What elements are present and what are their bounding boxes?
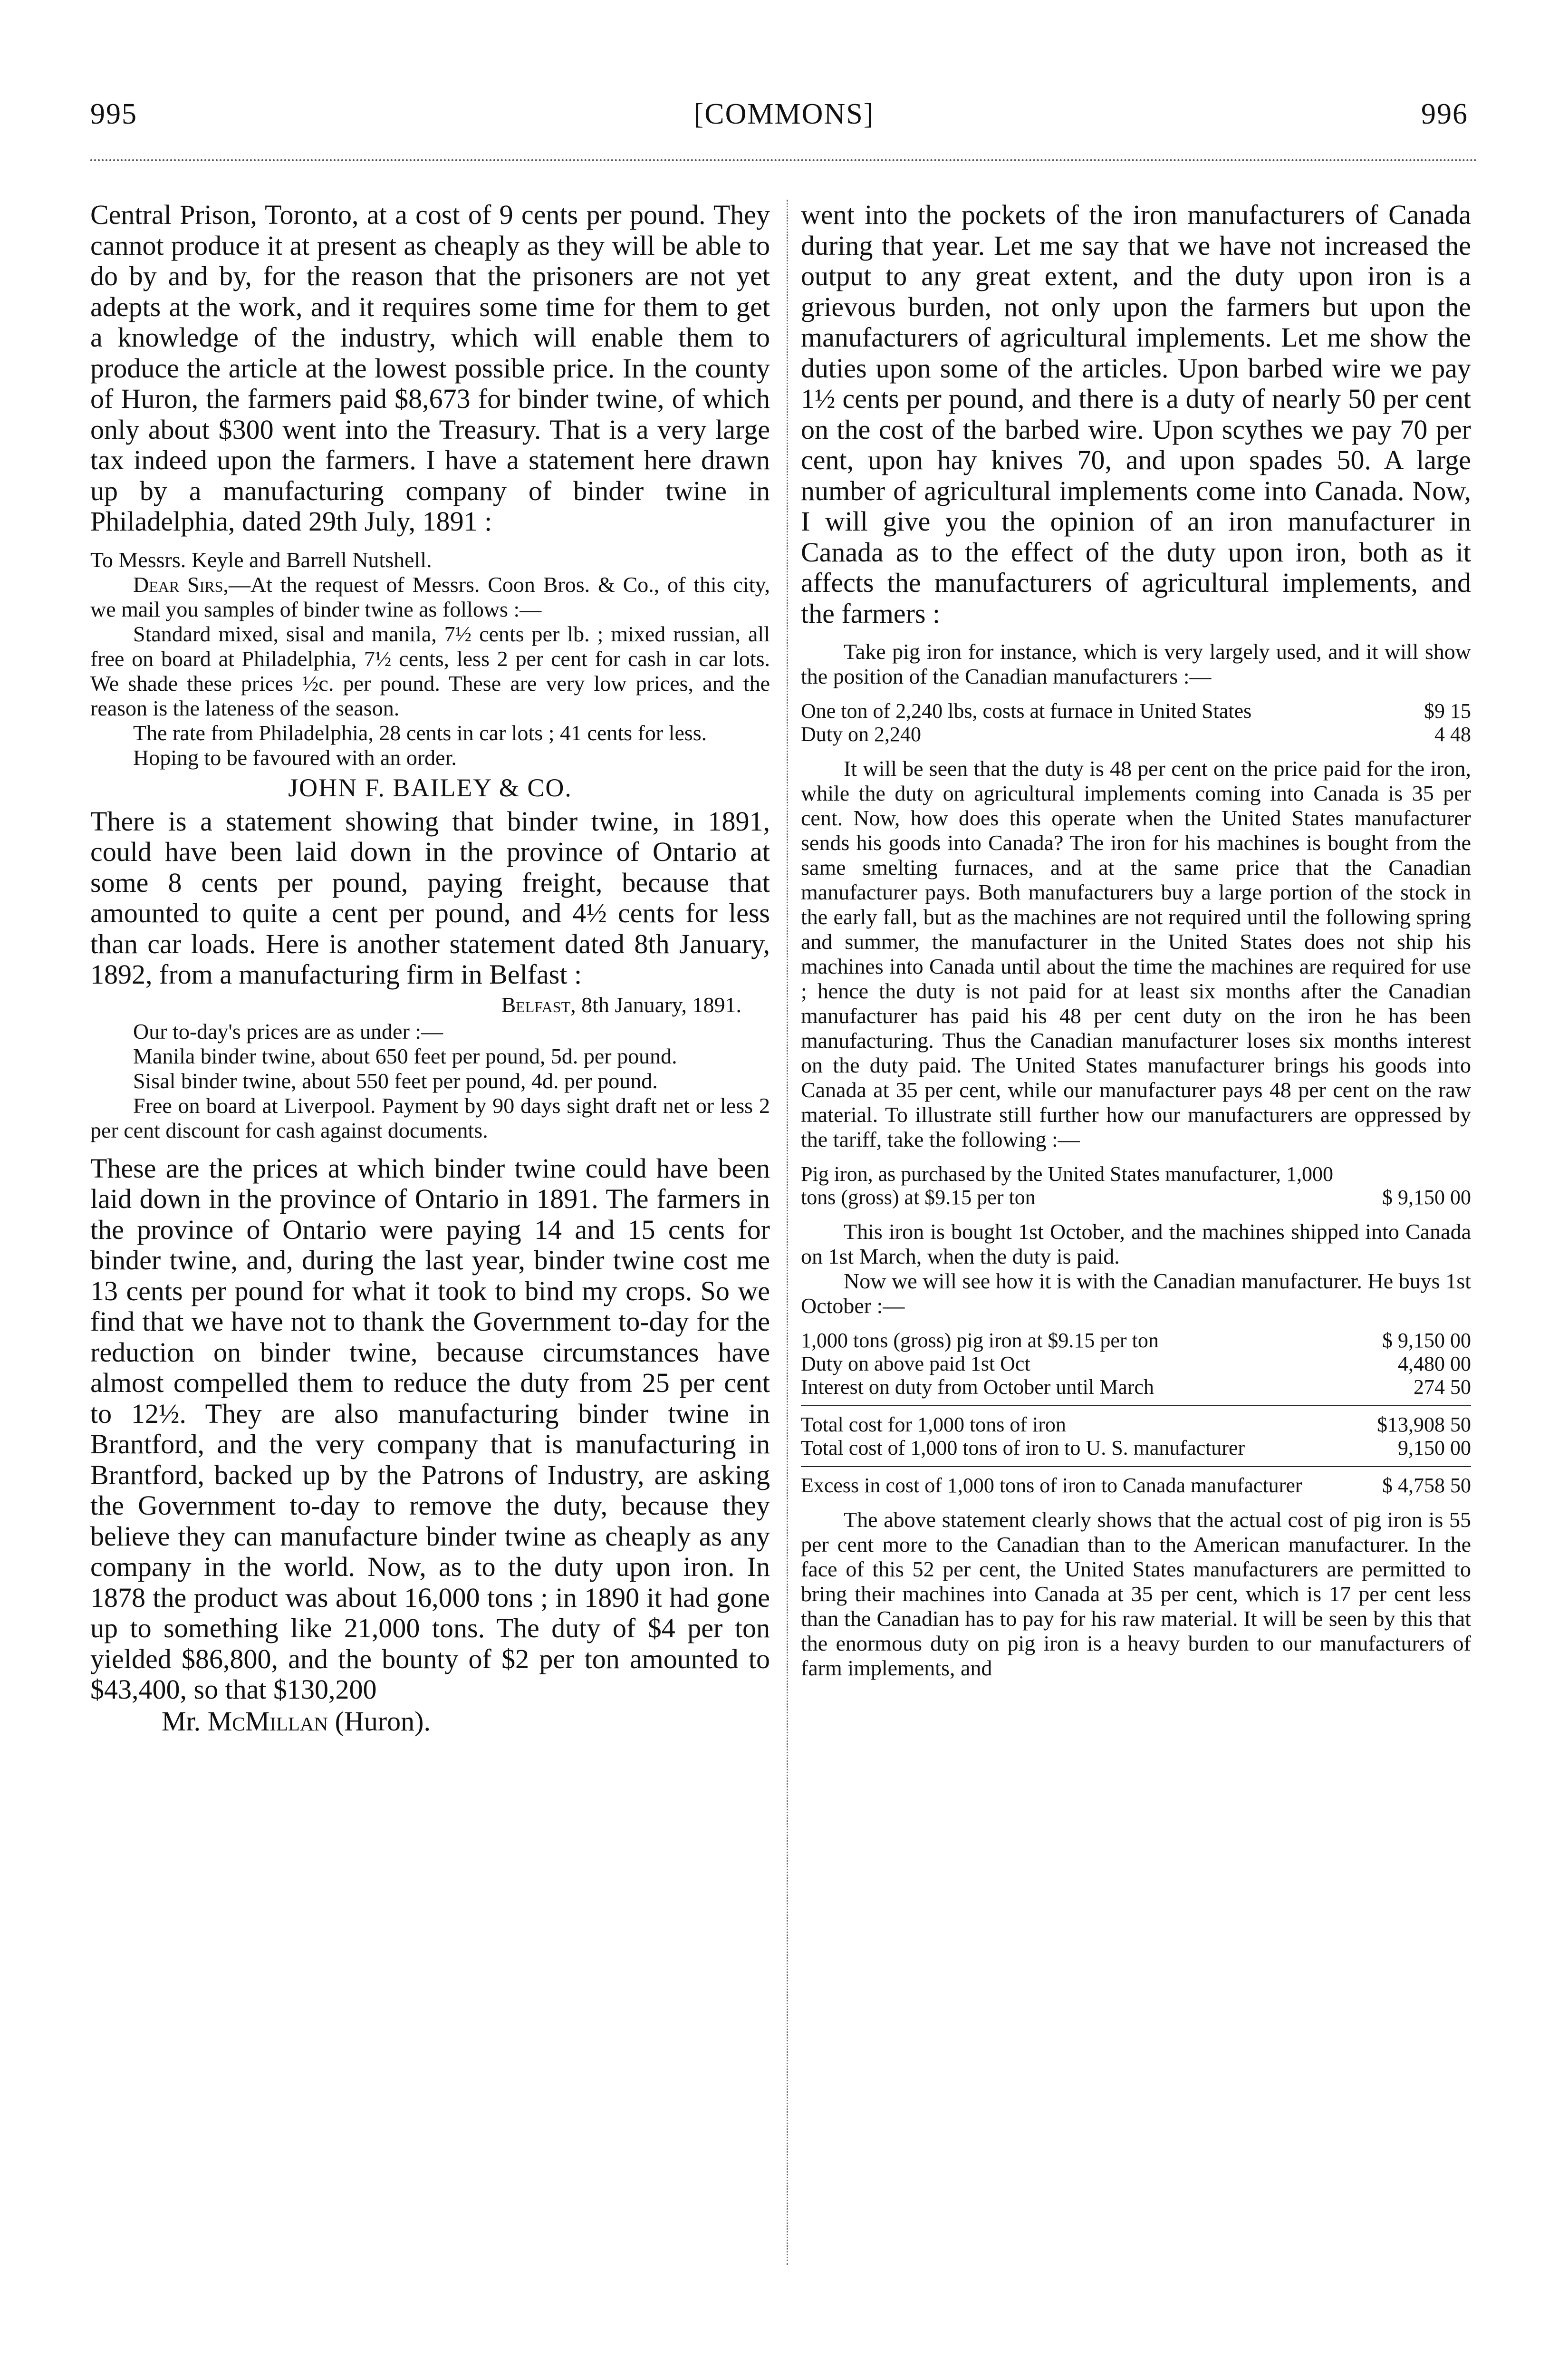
quote-2: It will be seen that the duty is 48 per cent on the price paid for the iron, while the duty on agricultural implements coming into Canada is 35 per cent. Now, how does this operate when the United States manufacturer sends his goods into Canada? The iron for his machines is bought from the same smelting furnaces, and at the same price that the Canadian manufacturer pays. Both manufacturers buy a large portion of the stock in the early fall, but as the machines are not required until the following spring and summer, the manufacturer in the United States does not ship his machines into Canada until about the time the machines are required for use ; hence the duty is not paid for at least six months after the Canadian manufacturer has paid his 48 per cent duty on the iron he has been manufacturing. Thus the Canadian manufacturer loses six months interest on the duty paid. The United States manufacturer brings his goods into Canada at 35 per cent, while our manufacturer pays 48 per cent on the raw material. To illustrate still further how our manufacturers are oppressed by the tariff, take the following :— [801, 756, 1471, 1151]
table-canadian-manufacturer [801, 1329, 1471, 1497]
table-row [801, 1413, 1471, 1436]
table-cell-amount: 274 50 [1414, 1375, 1471, 1399]
letter2-place: Belfast, [501, 992, 576, 1017]
table-cell-amount: $ 9,150 00 [1382, 1329, 1471, 1352]
table-us-ton-cost [801, 699, 1471, 746]
table-row [801, 1352, 1471, 1375]
table-cell-label: Total cost of 1,000 tons of iron to U. S. manufacturer [801, 1436, 1245, 1459]
speaker-prefix: Mr. [162, 1705, 208, 1737]
table-us-manufacturer [801, 1162, 1471, 1209]
table-cell-amount: $ 4,758 50 [1382, 1474, 1471, 1497]
letter1-body-1: —At the request of Messrs. Coon Bros. & Co., of this city, we mail you samples of binder twine as follows :— [90, 572, 770, 621]
page-number-right: 996 [1421, 98, 1468, 130]
table-cell-label: One ton of 2,240 lbs, costs at furnace in United States [801, 699, 1252, 723]
right-paragraph-1: went into the pockets of the iron manufacturers of Canada during that year. Let me say that we have not increased the output to any great extent, and the duty upon iron is a grievous burden, not only upon the farmers but upon the manufacturers of agricultural implements. Let me show the duties upon some of the articles. Upon barbed wire we pay 1½ cents per pound, and there is a duty of nearly 50 per cent on the cost of the barbed wire. Upon scythes we pay 70 per cent, upon hay knives 70, and upon spades 50. A large number of agricultural implements come into Canada. Now, I will give you the opinion of an iron manufacturer in Canada as to the effect of the duty upon iron, both as it affects the manufacturers of agricultural implements, and the farmers : [801, 199, 1471, 629]
speaker-name: McMillan [207, 1705, 328, 1737]
table-row [801, 699, 1471, 723]
letter2-date: 8th January, 1891. [576, 992, 741, 1017]
letter2-item-2: Sisal binder twine, about 550 feet per pound, 4d. per pound. [133, 1068, 658, 1093]
header-rule [90, 159, 1478, 161]
letter1-salutation: Dear Sirs, [133, 572, 229, 597]
table-row [801, 1436, 1471, 1459]
table-row [801, 1329, 1471, 1352]
right-column [801, 200, 1471, 1681]
table-cell-label: Duty on above paid 1st Oct [801, 1352, 1030, 1375]
table-cell-amount: 9,150 00 [1398, 1436, 1471, 1459]
letter2-dateline [90, 992, 770, 1017]
table-cell-label: Excess in cost of 1,000 tons of iron to Canada manufacturer [801, 1474, 1302, 1497]
letter1-signature: JOHN F. BAILEY & CO. [288, 773, 572, 802]
letter1-body-2: Standard mixed, sisal and manila, 7½ cents per lb. ; mixed russian, all free on board at Philadelphia, 7½ cents, less 2 per cent for cash in car lots. We shade these prices ½c. per pound. These are very low prices, and the reason is the lateness of the season. [90, 621, 770, 720]
table-rule [801, 1405, 1471, 1406]
table-row [801, 1375, 1471, 1399]
table-cell-amount: $13,908 50 [1377, 1413, 1471, 1436]
letter2-item-1: Manila binder twine, about 650 feet per pound, 5d. per pound. [133, 1044, 677, 1068]
left-column [90, 200, 770, 1737]
letter2-terms: Free on board at Liverpool. Payment by 90 days sight draft net or less 2 per cent discount for cash against documents. [90, 1093, 770, 1142]
quote-3: This iron is bought 1st October, and the machines shipped into Canada on 1st March, when the duty is paid. [801, 1219, 1471, 1268]
letter1-opening [90, 572, 770, 622]
left-paragraph-3: These are the prices at which binder twine could have been laid down in the province of Ontario in 1891. The farmers in the province of Ontario were paying 14 and 15 cents for binder twine, and, during the last year, binder twine cost me 13 cents per pound for what it took to bind my crops. So we find that we have not to thank the Government to-day for the reduction on binder twine, because circumstances have almost compelled them to reduce the duty from 25 per cent to 12½. They are also manufacturing binder twine in Brantford, and the very company that is manufacturing in Brantford, backed up by the Patrons of Industry, are asking the Government to-day to remove the duty, because they believe they can manufacture binder twine as cheaply as any company in the world. Now, as to the duty upon iron. In 1878 the product was about 16,000 tons ; in 1890 it had gone up to something like 21,000 tons. The duty of $4 per ton yielded $86,800, and the bounty of $2 per ton amounted to $43,400, so that $130,200 [90, 1152, 770, 1705]
letter1-body-4: Hoping to be favoured with an order. [133, 745, 457, 770]
quote-4: Now we will see how it is with the Canadian manufacturer. He buys 1st October :— [801, 1269, 1471, 1318]
table-row [801, 723, 1471, 746]
table-cell-amount: $9 15 [1424, 699, 1471, 723]
left-paragraph-1: Central Prison, Toronto, at a cost of 9 cents per pound. They cannot produce it at present as cheaply as they will be able to do by and by, for the reason that the prisoners are not yet adepts at the work, and it requires some time for them to get a knowledge of the industry, which will enable them to produce the article at the lowest possible price. In the county of Huron, the farmers paid $8,673 for binder twine, of which only about $300 went into the Treasury. That is a very large tax indeed upon the farmers. I have a statement here drawn up by a manufacturing company of binder twine in Philadelphia, dated 29th July, 1891 : [90, 199, 770, 537]
table-cell-amount: 4,480 00 [1398, 1352, 1471, 1375]
speaker-suffix: (Huron). [328, 1705, 431, 1737]
quote-5: The above statement clearly shows that the actual cost of pig iron is 55 per cent more to the Canadian than to the American manufacturer. In the face of this 52 per cent, the United States manufacturers are permitted to bring their machines into Canada at 35 per cent, which is 17 per cent less than the Canadian has to pay for his raw material. It will be seen by this that the enormous duty on pig iron is a heavy burden to our manufacturers of farm implements, and [801, 1507, 1471, 1680]
table-cell-amount: 4 48 [1434, 723, 1471, 746]
letter1-body-3: The rate from Philadelphia, 28 cents in car lots ; 41 cents for less. [133, 720, 707, 745]
running-title: [COMMONS] [693, 98, 875, 130]
quote-1: Take pig iron for instance, which is very largely used, and it will show the position of the Canadian manufacturers :— [801, 639, 1471, 688]
column-divider [787, 200, 788, 2265]
table-cell-label: Duty on 2,240 [801, 723, 921, 746]
letter1-address: To Messrs. Keyle and Barrell Nutshell. [90, 547, 432, 572]
table-cell-label: 1,000 tons (gross) pig iron at $9.15 per ton [801, 1329, 1159, 1352]
page-number-left: 995 [90, 98, 137, 130]
table-rule [801, 1466, 1471, 1467]
table-cell-label: Total cost for 1,000 tons of iron [801, 1413, 1066, 1436]
letter2-intro: Our to-day's prices are as under :— [133, 1019, 443, 1044]
table-cell-amount: $ 9,150 00 [1382, 1186, 1471, 1209]
speaker-line [90, 1705, 770, 1737]
table-cell-label: Pig iron, as purchased by the United States manufacturer, 1,000 tons (gross) at $9.15 per ton [801, 1162, 1333, 1209]
table-row [801, 1162, 1471, 1209]
table-cell-label: Interest on duty from October until March [801, 1375, 1154, 1399]
left-paragraph-2: There is a statement showing that binder twine, in 1891, could have been laid down in the province of Ontario at some 8 cents per pound, paying freight, because that amounted to quite a cent per pound, and 4½ cents for less than car loads. Here is another statement dated 8th January, 1892, from a manufacturing firm in Belfast : [90, 805, 770, 990]
table-row [801, 1474, 1471, 1497]
